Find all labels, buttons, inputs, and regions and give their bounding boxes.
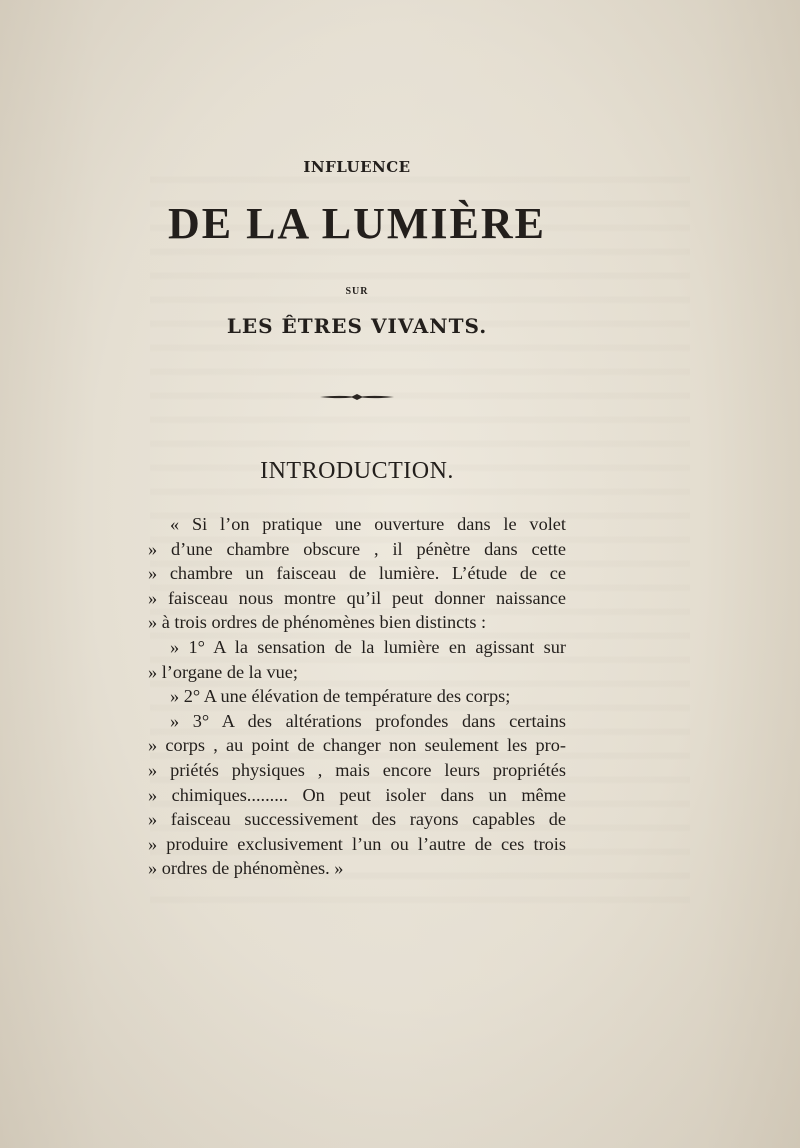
section-title-introduction: INTRODUCTION. <box>260 458 454 484</box>
text-line: » d’une chambre obscure , il pénètre dans cette <box>148 538 566 559</box>
text-line: » à trois ordres de phénomènes bien distincts : <box>148 612 487 633</box>
text-line: » faisceau successivement des rayons capables de <box>148 809 566 830</box>
text-line: » 3° A des altérations profondes dans certains <box>170 710 566 731</box>
title-main: DE LA LUMIÈRE <box>167 199 547 248</box>
text-line: » faisceau nous montre qu’il peut donner naissance <box>148 587 566 608</box>
body-paragraph <box>148 512 566 881</box>
text-line: » chambre un faisceau de lumière. L’étude de ce <box>148 563 566 584</box>
title-influence: INFLUENCE <box>303 158 411 176</box>
ornament-rule-icon <box>318 390 396 404</box>
text-line: » ordres de phénomènes. » <box>148 858 344 879</box>
text-line: « Si l’on pratique une ouverture dans le volet <box>170 514 566 534</box>
text-line: » produire exclusivement l’un ou l’autre de ces trois <box>148 833 566 854</box>
title-subtitle: LES ÊTRES VIVANTS. <box>226 314 488 338</box>
text-line: » corps , au point de changer non seulement les pro- <box>148 735 566 756</box>
text-line: » l’organe de la vue; <box>148 661 298 682</box>
text-line: » chimiques......... On peut isoler dans un même <box>148 784 566 805</box>
text-line: » 1° A la sensation de la lumière en agissant sur <box>170 636 566 657</box>
title-connector: SUR <box>345 286 369 297</box>
text-line: » 2° A une élévation de température des corps; <box>170 686 511 707</box>
text-line: » priétés physiques , mais encore leurs propriétés <box>148 759 566 780</box>
